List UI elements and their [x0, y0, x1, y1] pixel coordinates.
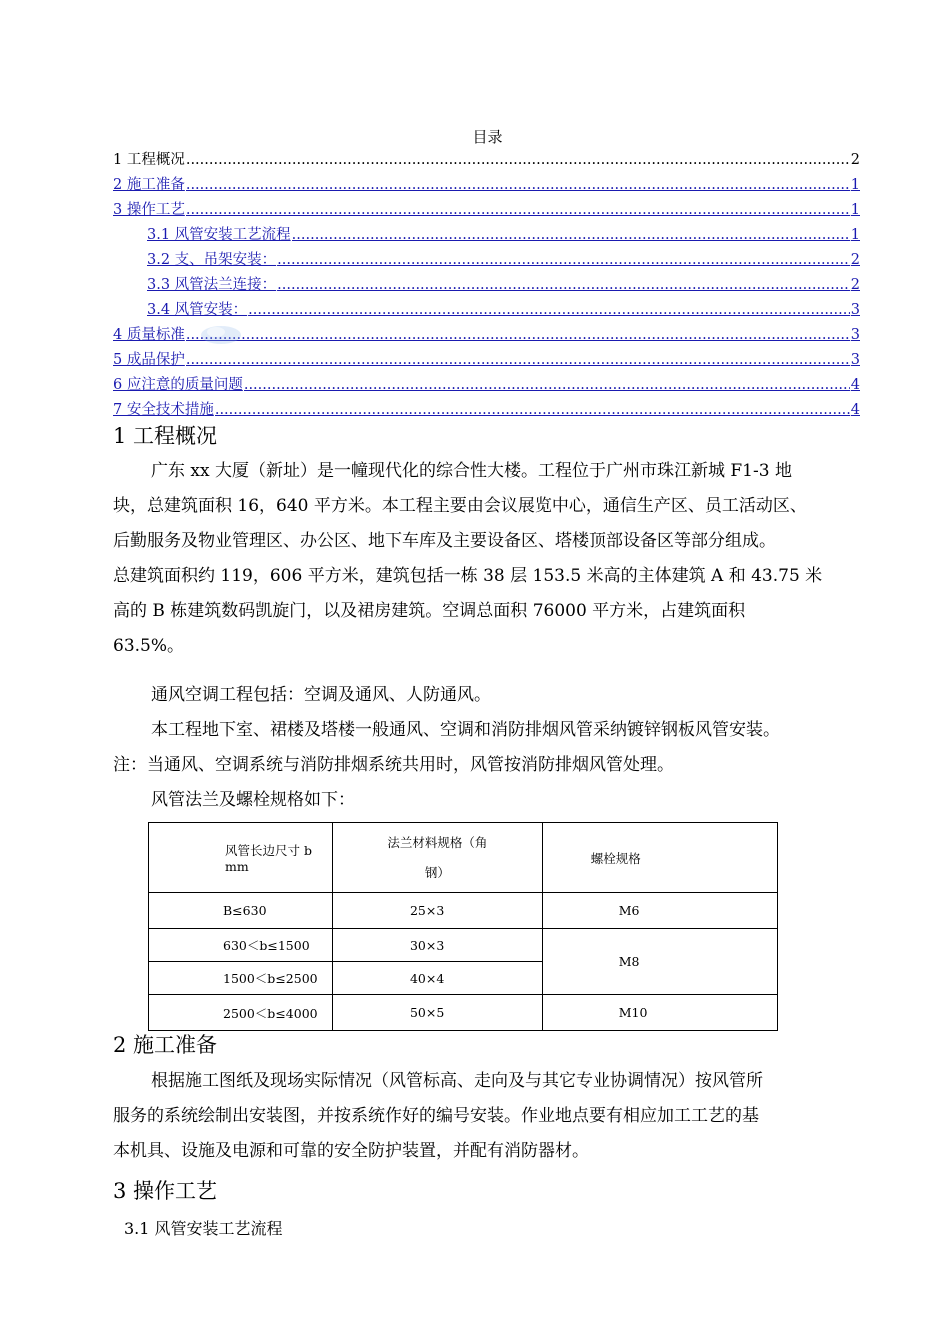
- header-flange-line2: 钢）: [424, 864, 450, 880]
- section-3-1-heading: 3.1 风管安装工艺流程: [124, 1219, 283, 1238]
- table-of-contents: [113, 150, 860, 425]
- header-flange: [332, 823, 542, 893]
- toc-entry-label: 7 安全技术措施: [113, 402, 214, 418]
- toc-entry-label: 3.2 支、吊架安装：: [147, 252, 277, 268]
- toc-page-number: 1: [850, 177, 860, 193]
- toc-leader-dots: [186, 325, 850, 345]
- table-row: [149, 893, 778, 929]
- toc-entry-label: 2 施工准备: [113, 177, 185, 193]
- toc-leader-dots: [215, 400, 850, 420]
- toc-entry-label: 3 操作工艺: [113, 202, 185, 218]
- section-1-paragraph-2: [113, 678, 873, 713]
- toc-leader-dots: [277, 250, 850, 270]
- flange-bolt-spec-table: [148, 822, 778, 1031]
- toc-leader-dots: [186, 150, 850, 170]
- section-1-paragraph-4: [113, 783, 873, 818]
- text-line: 注：当通风、空调系统与消防排烟系统共用时，风管按消防排烟风管处理。: [113, 755, 674, 775]
- text-line: 本工程地下室、裙楼及塔楼一般通风、空调和消防排烟风管采纳镀锌钢板风管安装。: [151, 720, 780, 740]
- text-line: 风管法兰及螺栓规格如下：: [151, 790, 355, 810]
- section-2-paragraph: [113, 1064, 873, 1169]
- cell-flange: 25×3: [332, 893, 542, 929]
- toc-entry-6[interactable]: [113, 375, 860, 400]
- cell-bolt: M10: [542, 995, 777, 1031]
- section-1-heading: 1 工程概况: [113, 424, 218, 448]
- table-row: [149, 995, 778, 1031]
- text-line: 高的 B 栋建筑数码凯旋门，以及裙房建筑。空调总面积 76000 平方米，占建筑面积: [113, 601, 746, 621]
- table-row: [149, 929, 778, 962]
- section-3-heading: 3 操作工艺: [113, 1179, 218, 1203]
- toc-entry-3-1[interactable]: [113, 225, 860, 250]
- header-size: 风管长边尺寸 b mm: [149, 823, 333, 893]
- cell-bolt: M6: [542, 893, 777, 929]
- toc-title: 目录: [472, 128, 503, 146]
- section-1-paragraph-1: [113, 454, 873, 664]
- toc-page-number: 4: [850, 402, 860, 418]
- toc-entry-label: 5 成品保护: [113, 352, 185, 368]
- toc-leader-dots: [277, 275, 850, 295]
- toc-leader-dots: [292, 225, 850, 245]
- toc-leader-dots: [248, 300, 850, 320]
- toc-leader-dots: [186, 350, 850, 370]
- table-header-row: [149, 823, 778, 893]
- toc-page-number: 1: [850, 202, 860, 218]
- section-2-heading: 2 施工准备: [113, 1033, 218, 1057]
- text-line: 通风空调工程包括：空调及通风、人防通风。: [151, 685, 491, 705]
- text-line: 服务的系统绘制出安装图，并按系统作好的编号安装。作业地点要有相应加工工艺的基: [113, 1106, 759, 1126]
- toc-entry-label: 1 工程概况: [113, 152, 185, 168]
- toc-page-number: 3: [850, 327, 860, 343]
- toc-entry-7[interactable]: [113, 400, 860, 425]
- cell-flange: 30×3: [332, 929, 542, 962]
- toc-entry-5[interactable]: [113, 350, 860, 375]
- header-bolt: 螺栓规格: [542, 823, 777, 893]
- toc-entry-1[interactable]: [113, 150, 860, 175]
- cell-flange: 50×5: [332, 995, 542, 1031]
- toc-entry-label: 3.1 风管安装工艺流程: [147, 227, 291, 243]
- toc-entry-3-3[interactable]: [113, 275, 860, 300]
- text-line: 总建筑面积约 119，606 平方米，建筑包括一栋 38 层 153.5 米高的主体建筑 A 和 43.75 米: [113, 566, 823, 586]
- text-line: 广东 xx 大厦（新址）是一幢现代化的综合性大楼。工程位于广州市珠江新城 F1-3 地: [151, 461, 792, 481]
- cell-bolt: M8: [542, 929, 777, 995]
- text-line: 63.5%。: [113, 636, 185, 656]
- toc-page-number: 3: [850, 352, 860, 368]
- toc-entry-3-2[interactable]: [113, 250, 860, 275]
- text-line: 本机具、设施及电源和可靠的安全防护装置，并配有消防器材。: [113, 1141, 589, 1161]
- toc-page-number: 3: [850, 302, 860, 318]
- text-line: 根据施工图纸及现场实际情况（风管标高、走向及与其它专业协调情况）按风管所: [151, 1071, 763, 1091]
- toc-leader-dots: [244, 375, 850, 395]
- toc-entry-2[interactable]: [113, 175, 860, 200]
- toc-leader-dots: [186, 200, 850, 220]
- cell-size: 1500＜b≤2500: [149, 962, 333, 995]
- toc-page-number: 1: [850, 227, 860, 243]
- toc-entry-label: 3.3 风管法兰连接：: [147, 277, 277, 293]
- toc-page-number: 4: [850, 377, 860, 393]
- cell-size: 630＜b≤1500: [149, 929, 333, 962]
- toc-entry-label: 3.4 风管安装：: [147, 302, 248, 318]
- watermark-icon: [198, 322, 244, 348]
- cell-size: 2500＜b≤4000: [149, 995, 333, 1031]
- cell-flange: 40×4: [332, 962, 542, 995]
- cell-size: B≤630: [149, 893, 333, 929]
- toc-entry-label: 4 质量标准: [113, 327, 185, 343]
- toc-leader-dots: [186, 175, 850, 195]
- toc-page-number: 2: [850, 252, 860, 268]
- toc-page-number: 2: [850, 277, 860, 293]
- header-flange-line1: 法兰材料规格（角: [387, 834, 488, 850]
- toc-page-number: 2: [850, 152, 860, 168]
- section-1-paragraph-3: [113, 713, 873, 783]
- text-line: 块，总建筑面积 16，640 平方米。本工程主要由会议展览中心，通信生产区、员工活动区、: [113, 496, 807, 516]
- text-line: 后勤服务及物业管理区、办公区、地下车库及主要设备区、塔楼顶部设备区等部分组成。: [113, 531, 776, 551]
- toc-entry-3[interactable]: [113, 200, 860, 225]
- toc-entry-label: 6 应注意的质量问题: [113, 377, 243, 393]
